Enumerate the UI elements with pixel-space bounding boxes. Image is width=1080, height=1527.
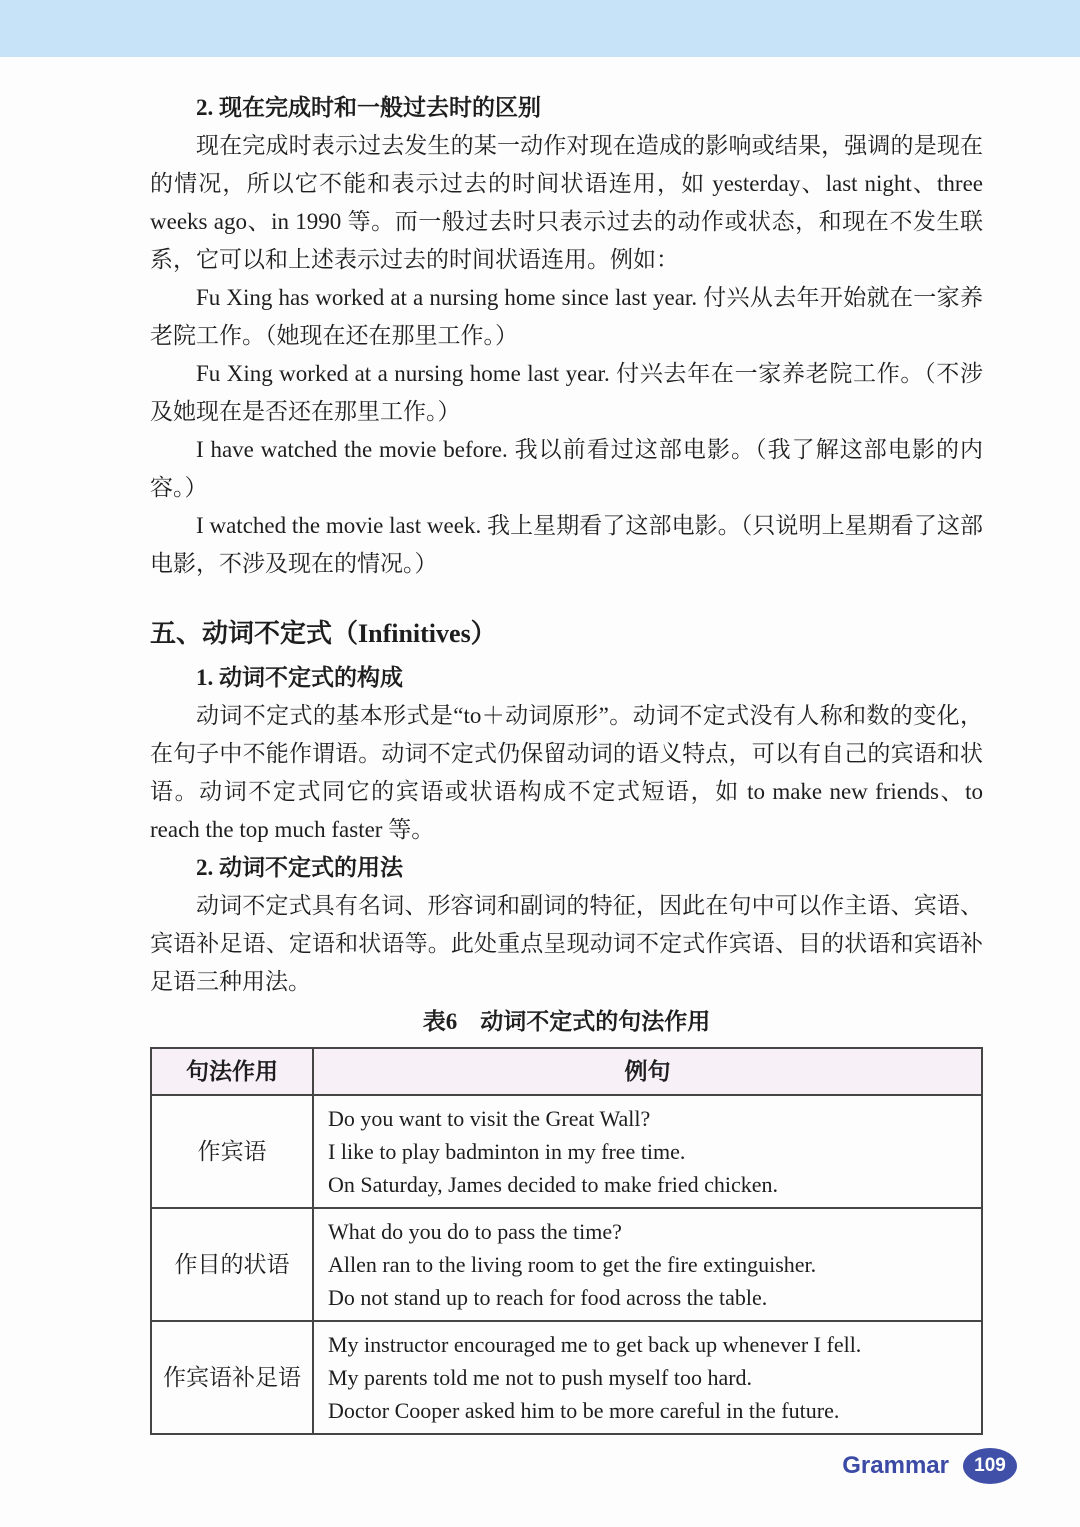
example-sentence-2: Fu Xing worked at a nursing home last year. 付兴去年在一家养老院工作。（不涉及她现在是否还在那里工作。）: [150, 361, 983, 424]
example-sentence-3: I have watched the movie before. 我以前看过这部电影。（我了解这部电影的内容。）: [150, 437, 983, 500]
example-line: On Saturday, James decided to make fried chicken.: [328, 1172, 779, 1197]
cell-examples-object-complement: [313, 1321, 982, 1434]
example-sentence-4: I watched the movie last week. 我上星期看了这部电影。（只说明上星期看了这部电影，不涉及现在的情况。）: [150, 513, 983, 576]
paragraph-infinitive-usage: 动词不定式具有名词、形容词和副词的特征，因此在句中可以作主语、宾语、宾语补足语、定语和状语等。此处重点呈现动词不定式作宾语、目的状语和宾语补足语三种用法。: [150, 893, 983, 994]
table-row: [151, 1095, 982, 1208]
page-number-badge: 109: [963, 1448, 1017, 1484]
table-caption: 表6 动词不定式的句法作用: [422, 1009, 711, 1034]
example-line: Doctor Cooper asked him to be more careful in the future.: [328, 1398, 840, 1423]
subheading-infinitive-form: 1. 动词不定式的构成: [196, 665, 403, 690]
table-header-function: 句法作用: [151, 1048, 313, 1095]
table-header-row: [151, 1048, 982, 1095]
footer-section-label: Grammar: [842, 1452, 949, 1479]
table-row: [151, 1321, 982, 1434]
cell-function-object-complement: 作宾语补足语: [151, 1321, 313, 1434]
top-banner: [0, 0, 1080, 57]
infinitive-usage-table: [150, 1047, 983, 1435]
example-line: My instructor encouraged me to get back up whenever I fell.: [328, 1332, 862, 1357]
cell-function-object: 作宾语: [151, 1095, 313, 1208]
subheading-infinitive-usage: 2. 动词不定式的用法: [196, 855, 403, 880]
paragraph-tense-difference: 现在完成时表示过去发生的某一动作对现在造成的影响或结果，强调的是现在的情况，所以它不能和表示过去的时间状语连用，如 yesterday、last night、three weeks ago、in 1990 等。而一般过去时只表示过去的动作或状态，和现在不发生联系，它可以和上述表示过去的时间状语连用。例如：: [150, 133, 983, 272]
table-row: [151, 1208, 982, 1321]
section-heading-infinitives: 五、动词不定式（Infinitives）: [150, 619, 497, 648]
paragraph-infinitive-form: 动词不定式的基本形式是“to＋动词原形”。动词不定式没有人称和数的变化，在句子中不能作谓语。动词不定式仍保留动词的语义特点，可以有自己的宾语和状语。动词不定式同它的宾语或状语构成不定式短语，如 to make new friends、to reach the top much faster 等。: [150, 703, 983, 842]
cell-examples-object: [313, 1095, 982, 1208]
table-header-examples: 例句: [313, 1048, 982, 1095]
example-line: Do not stand up to reach for food across the table.: [328, 1285, 768, 1310]
example-line: Do you want to visit the Great Wall?: [328, 1106, 651, 1131]
cell-examples-adverbial: [313, 1208, 982, 1321]
page-footer: [842, 1448, 1017, 1484]
example-line: I like to play badminton in my free time.: [328, 1139, 686, 1164]
heading-tense-difference: 2. 现在完成时和一般过去时的区别: [196, 95, 541, 120]
example-line: What do you do to pass the time?: [328, 1219, 622, 1244]
example-sentence-1: Fu Xing has worked at a nursing home since last year. 付兴从去年开始就在一家养老院工作。（她现在还在那里工作。）: [150, 285, 983, 348]
cell-function-adverbial: 作目的状语: [151, 1208, 313, 1321]
example-line: Allen ran to the living room to get the fire extinguisher.: [328, 1252, 817, 1277]
example-line: My parents told me not to push myself too hard.: [328, 1365, 753, 1390]
page-content: [0, 57, 1080, 1435]
